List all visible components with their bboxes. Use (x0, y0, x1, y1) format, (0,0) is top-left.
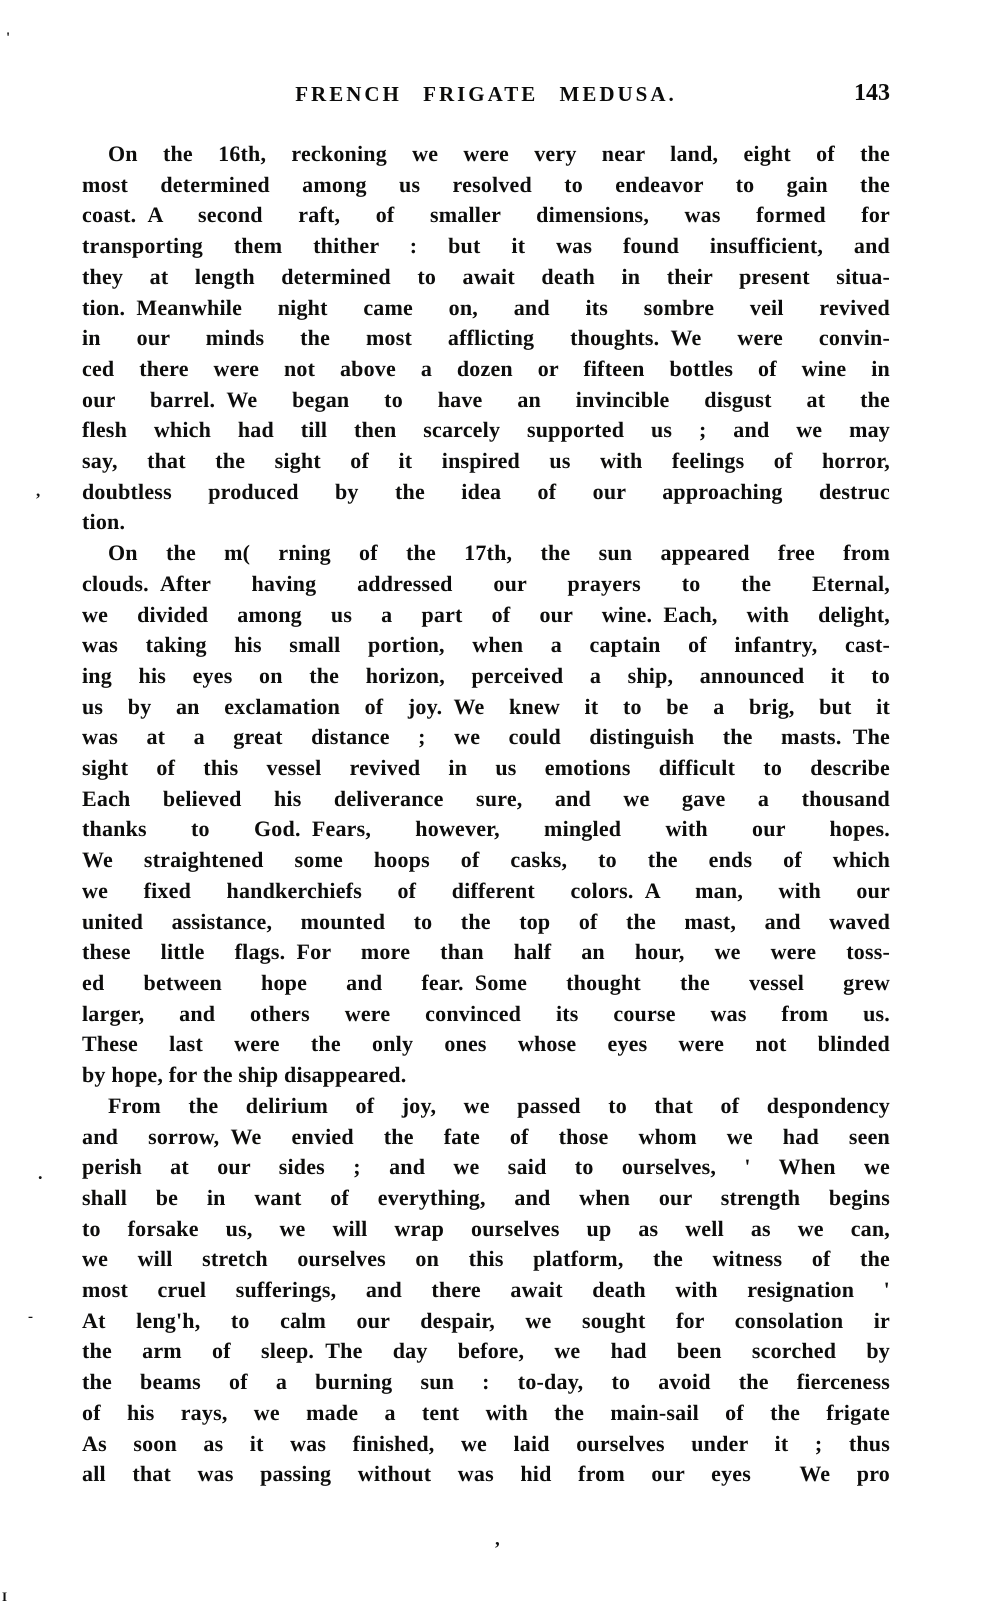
text-line: These last were the only ones whose eyes were not blinded (82, 1031, 890, 1057)
text-line: We straightened some hoops of casks, to the ends of which (82, 847, 890, 873)
text-line: sight of this vessel revived in us emotions difficult to describe (82, 755, 890, 781)
text-line: ing his eyes on the horizon, perceived a ship, announced it to (82, 662, 890, 688)
text-line: our barrel. We began to have an invincible disgust at the (82, 386, 890, 412)
text-line: all that was passing without was hid from our eyes We pro (82, 1461, 890, 1487)
paragraph-1 (82, 139, 890, 538)
text-line: Each believed his deliverance sure, and we gave a thousand (82, 785, 890, 811)
text-line: thanks to God. Fears, however, mingled with our hopes. (82, 816, 890, 842)
text-line: larger, and others were convinced its course was from us. (82, 1000, 890, 1026)
text-line: they at length determined to await death in their present situa- (82, 263, 890, 289)
text-line: in our minds the most afflicting thoughts. We were convin- (82, 325, 890, 351)
text-line: most cruel sufferings, and there await death with resignation ' (82, 1277, 890, 1303)
running-header (82, 82, 890, 108)
paragraph-2 (82, 538, 890, 1091)
text-line: us by an exclamation of joy. We knew it to be a brig, but it (82, 693, 890, 719)
text-line: of his rays, we made a tent with the main-sail of the frigate (82, 1399, 890, 1425)
text-line: clouds. After having addressed our prayers to the Eternal, (82, 570, 890, 596)
text-line: say, that the sight of it inspired us with feelings of horror, (82, 448, 890, 474)
text-column (82, 139, 890, 1490)
scan-artifact-mark: - (28, 1309, 33, 1325)
text-line: doubtless produced by the idea of our approaching destruc (82, 478, 890, 504)
text-line: ed between hope and fear. Some thought the vessel grew (82, 969, 890, 995)
text-line: From the delirium of joy, we passed to that of despondency (108, 1092, 890, 1118)
text-line: we divided among us a part of our wine. Each, with delight, (82, 601, 890, 627)
running-title: FRENCH FRIGATE MEDUSA. (295, 82, 677, 106)
text-line: to forsake us, we will wrap ourselves up as well as we can, (82, 1215, 890, 1241)
text-line: the beams of a burning sun : to-day, to avoid the fierceness (82, 1369, 890, 1395)
text-line: we will stretch ourselves on this platform, the witness of the (82, 1246, 890, 1272)
scan-artifact-mark: ' (6, 30, 11, 46)
text-line: flesh which had till then scarcely supported us ; and we may (82, 417, 890, 443)
text-line: coast. A second raft, of smaller dimensions, was formed for (82, 202, 890, 228)
paragraph-3 (82, 1091, 890, 1490)
text-line: and sorrow, We envied the fate of those whom we had seen (82, 1123, 890, 1149)
text-line: On the m( rning of the 17th, the sun appeared free from (108, 540, 890, 566)
text-line: we fixed handkerchiefs of different colors. A man, with our (82, 877, 890, 903)
text-line: tion. Meanwhile night came on, and its sombre veil revived (82, 294, 890, 320)
scan-artifact-mark: I (2, 1589, 8, 1604)
text-line: the arm of sleep. The day before, we had been scorched by (82, 1338, 890, 1364)
text-line: tion. (82, 509, 126, 535)
text-line: perish at our sides ; and we said to ourselves, ' When we (82, 1154, 890, 1180)
text-line: On the 16th, reckoning we were very near land, eight of the (108, 141, 890, 166)
scan-artifact-mark: , (36, 481, 41, 500)
scan-artifact-mark: . (38, 1163, 43, 1183)
text-line: was taking his small portion, when a captain of infantry, cast- (82, 632, 890, 658)
text-line: shall be in want of everything, and when our strength begins (82, 1184, 890, 1210)
text-line: these little flags. For more than half an hour, we were toss- (82, 939, 890, 965)
text-line: transporting them thither : but it was found insufficient, and (82, 233, 890, 259)
text-line: united assistance, mounted to the top of the mast, and waved (82, 908, 890, 934)
text-line: most determined among us resolved to endeavor to gain the (82, 171, 890, 197)
page-number: 143 (854, 80, 890, 106)
text-line: by hope, for the ship disappeared. (82, 1062, 407, 1088)
text-line: was at a great distance ; we could distinguish the masts. The (82, 724, 890, 750)
scan-artifact-mark: , (495, 1529, 500, 1550)
text-line: At leng'h, to calm our despair, we sought for consolation ir (82, 1307, 890, 1333)
text-line: As soon as it was finished, we laid ourselves under it ; thus (82, 1430, 890, 1456)
text-line: ced there were not above a dozen or fifteen bottles of wine in (82, 355, 890, 381)
